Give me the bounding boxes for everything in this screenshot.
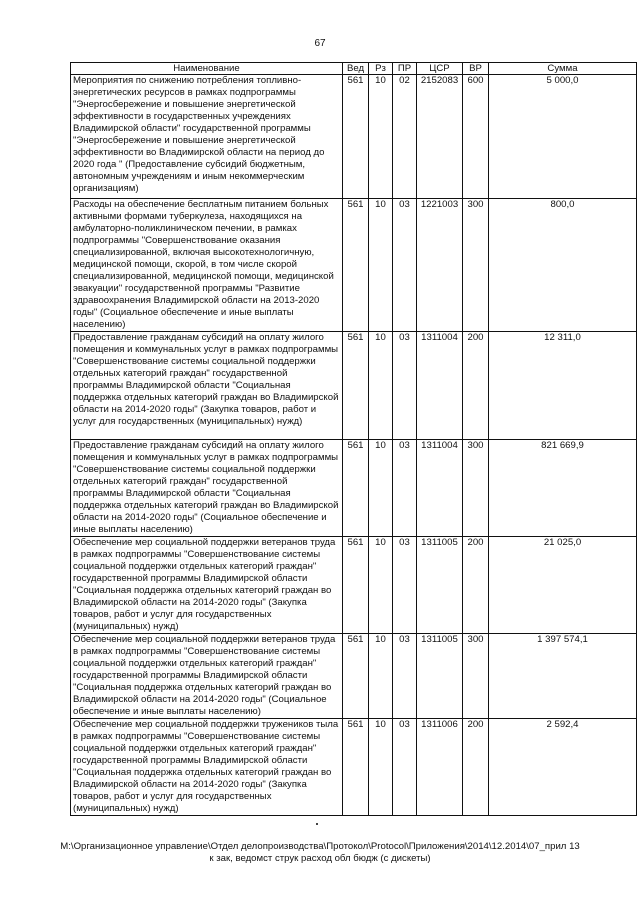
row-csr: 1221003 xyxy=(417,199,463,332)
row-sum: 1 397 574,1 xyxy=(489,634,637,719)
stray-dot xyxy=(316,823,318,825)
row-pr: 03 xyxy=(393,332,417,440)
row-sum: 821 669,9 xyxy=(489,440,637,537)
header-sum: Сумма xyxy=(489,63,637,75)
footer-line-2: к зак, ведомст струк расход обл бюдж (с дискеты) xyxy=(209,853,431,864)
row-sum: 12 311,0 xyxy=(489,332,637,440)
footer-file-path xyxy=(40,841,600,865)
row-name: Обеспечение мер социальной поддержки тружеников тыла в рамках подпрограммы "Совершенствование системы социальной поддержки отдельных категорий граждан" государственной программы Владимирской области "Социальная поддержка отдельных категорий граждан во Владимирской области на 2014-2020 годы" (Закупка товаров, работ и услуг для государственных (муниципальных) нужд) xyxy=(71,719,343,816)
row-pr: 03 xyxy=(393,719,417,816)
table-row xyxy=(71,440,637,537)
row-vr: 200 xyxy=(463,332,489,440)
row-csr: 1311004 xyxy=(417,440,463,537)
header-rz: Рз xyxy=(369,63,393,75)
header-pr: ПР xyxy=(393,63,417,75)
row-ved: 561 xyxy=(343,75,369,199)
page-number: 67 xyxy=(314,38,326,49)
row-sum: 2 592,4 xyxy=(489,719,637,816)
row-vr: 200 xyxy=(463,719,489,816)
row-sum: 800,0 xyxy=(489,199,637,332)
row-csr: 2152083 xyxy=(417,75,463,199)
table-header-row xyxy=(71,63,637,75)
row-vr: 600 xyxy=(463,75,489,199)
row-name: Мероприятия по снижению потребления топливно-энергетических ресурсов в рамках подпрограммы "Энергосбережение и повышение энергетической эффективности в государственных учреждениях Владимирской области" государственной программы "Энергосбережение и повышение энергетической эффективности во Владимирской области на период до 2020 года " (Предоставление субсидий бюджетным, автономным учреждениям и иным некоммерческим организациям) xyxy=(71,75,343,199)
row-name: Обеспечение мер социальной поддержки ветеранов труда в рамках подпрограммы "Совершенствование системы социальной поддержки отдельных категорий граждан" государственной программы Владимирской области "Социальная поддержка отдельных категорий граждан во Владимирской области на 2014-2020 годы" (Социальное обеспечение и иные выплаты населению) xyxy=(71,634,343,719)
row-rz: 10 xyxy=(369,537,393,634)
row-csr: 1311006 xyxy=(417,719,463,816)
row-rz: 10 xyxy=(369,440,393,537)
row-pr: 03 xyxy=(393,199,417,332)
row-name: Обеспечение мер социальной поддержки ветеранов труда в рамках подпрограммы "Совершенствование системы социальной поддержки отдельных категорий граждан" государственной программы Владимирской области "Социальная поддержка отдельных категорий граждан во Владимирской области на 2014-2020 годы" (Закупка товаров, работ и услуг для государственных (муниципальных) нужд) xyxy=(71,537,343,634)
header-csr: ЦСР xyxy=(417,63,463,75)
row-vr: 300 xyxy=(463,440,489,537)
row-vr: 300 xyxy=(463,199,489,332)
row-csr: 1311005 xyxy=(417,537,463,634)
header-vr: ВР xyxy=(463,63,489,75)
row-rz: 10 xyxy=(369,332,393,440)
row-pr: 02 xyxy=(393,75,417,199)
budget-table xyxy=(70,62,637,816)
row-pr: 03 xyxy=(393,440,417,537)
row-ved: 561 xyxy=(343,440,369,537)
table-row xyxy=(71,634,637,719)
row-sum: 5 000,0 xyxy=(489,75,637,199)
header-name: Наименование xyxy=(71,63,343,75)
row-name: Расходы на обеспечение бесплатным питанием больных активными формами туберкулеза, находящихся на амбулаторно-поликлиническом печении, в рамках подпрограммы "Совершенствование оказания специализированной, включая высокотехнологичную, медицинской помощи, скорой, в том числе скорой специализированной, медицинской помощи, медицинской эвакуации" государственной программы "Развитие здравоохранения Владимирской области на 2013-2020 годы" (Социальное обеспечение и иные выплаты населению) xyxy=(71,199,343,332)
table-row xyxy=(71,537,637,634)
row-pr: 03 xyxy=(393,634,417,719)
row-csr: 1311005 xyxy=(417,634,463,719)
table-row xyxy=(71,75,637,199)
row-name: Предоставление гражданам субсидий на оплату жилого помещения и коммунальных услуг в рамках подпрограммы "Совершенствование системы социальной поддержки отдельных категорий граждан" государственной программы Владимирской области "Социальная поддержка отдельных категорий граждан во Владимирской области на 2014-2020 годы" (Социальное обеспечение и иные выплаты населению) xyxy=(71,440,343,537)
row-sum: 21 025,0 xyxy=(489,537,637,634)
row-ved: 561 xyxy=(343,199,369,332)
row-vr: 200 xyxy=(463,537,489,634)
row-rz: 10 xyxy=(369,634,393,719)
header-ved: Вед xyxy=(343,63,369,75)
row-ved: 561 xyxy=(343,719,369,816)
row-name: Предоставление гражданам субсидий на оплату жилого помещения и коммунальных услуг в рамках подпрограммы "Совершенствование системы социальной поддержки отдельных категорий граждан" государственной программы Владимирской области "Социальная поддержка отдельных категорий граждан во Владимирской области на 2014-2020 годы" (Закупка товаров, работ и услуг для государственных (муниципальных) нужд) xyxy=(71,332,343,440)
row-ved: 561 xyxy=(343,332,369,440)
row-ved: 561 xyxy=(343,537,369,634)
table-row xyxy=(71,332,637,440)
table-row xyxy=(71,719,637,816)
row-ved: 561 xyxy=(343,634,369,719)
row-rz: 10 xyxy=(369,199,393,332)
table-row xyxy=(71,199,637,332)
row-pr: 03 xyxy=(393,537,417,634)
row-vr: 300 xyxy=(463,634,489,719)
row-csr: 1311004 xyxy=(417,332,463,440)
row-rz: 10 xyxy=(369,75,393,199)
footer-line-1: М:\Организационное управление\Отдел делопроизводства\Протокол\Protocol\Приложения\2014\12.2014\07_прил 13 xyxy=(60,841,580,852)
row-rz: 10 xyxy=(369,719,393,816)
